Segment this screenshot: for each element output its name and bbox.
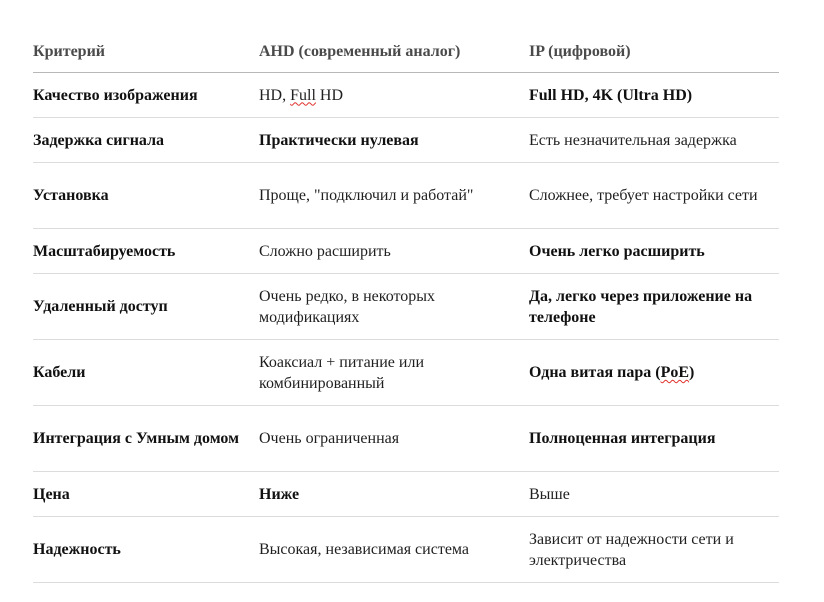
criterion-cell: Интеграция с Умным домом — [33, 430, 239, 447]
table-row — [33, 406, 779, 472]
ahd-cell: Ниже — [259, 485, 300, 503]
ahd-cell: Сложно расширить — [259, 242, 391, 260]
ip-cell: Да, легко через приложение на телефоне — [529, 287, 753, 326]
ip-cell: Очень легко расширить — [529, 242, 705, 260]
ahd-cell: Коаксиал + питание или комбинированный — [259, 353, 425, 392]
ip-cell: Сложнее, требует настройки сети — [529, 187, 758, 204]
table-row — [33, 517, 779, 583]
criterion-cell: Надежность — [33, 541, 121, 558]
ahd-cell: Очень ограниченная — [259, 430, 400, 447]
ahd-cell — [259, 85, 529, 106]
ip-cell: Полноценная интеграция — [529, 430, 716, 447]
header-ahd: AHD (современный аналог) — [259, 42, 461, 60]
ip-cell: Выше — [529, 485, 570, 503]
criterion-cell: Удаленный доступ — [33, 298, 168, 315]
ahd-text-part: HD, — [259, 86, 291, 104]
ip-cell: Есть незначительная задержка — [529, 131, 737, 149]
table-header-row — [33, 30, 779, 73]
header-ip: IP (цифровой) — [529, 42, 631, 60]
criterion-cell: Качество изображения — [33, 86, 198, 104]
criterion-cell: Кабели — [33, 364, 86, 381]
header-criterion: Критерий — [33, 42, 106, 60]
table-row — [33, 340, 779, 406]
table-row — [33, 472, 779, 517]
table-row — [33, 118, 779, 163]
spellcheck-word: PoE — [660, 364, 690, 381]
criterion-cell: Установка — [33, 187, 109, 204]
comparison-table — [33, 30, 779, 583]
ip-text-part: ) — [689, 364, 695, 381]
table-row — [33, 274, 779, 340]
criterion-cell: Цена — [33, 485, 70, 503]
criterion-cell: Задержка сигнала — [33, 131, 165, 149]
ahd-cell: Очень редко, в некоторых модификациях — [259, 287, 436, 326]
spellcheck-word: Full — [290, 86, 316, 104]
ahd-cell: Практически нулевая — [259, 131, 419, 149]
table-row — [33, 73, 779, 118]
ip-cell: Зависит от надежности сети и электричества — [529, 530, 734, 569]
criterion-cell: Масштабируемость — [33, 242, 176, 260]
ahd-text-part: HD — [315, 86, 344, 104]
ip-cell: Full HD, 4K (Ultra HD) — [529, 86, 693, 104]
ip-text-part: Одна витая пара ( — [529, 364, 661, 381]
ahd-cell: Высокая, независимая система — [259, 541, 470, 558]
table-row — [33, 163, 779, 229]
table-row — [33, 229, 779, 274]
ip-cell — [529, 362, 779, 383]
ahd-cell: Проще, "подключил и работай" — [259, 187, 474, 204]
